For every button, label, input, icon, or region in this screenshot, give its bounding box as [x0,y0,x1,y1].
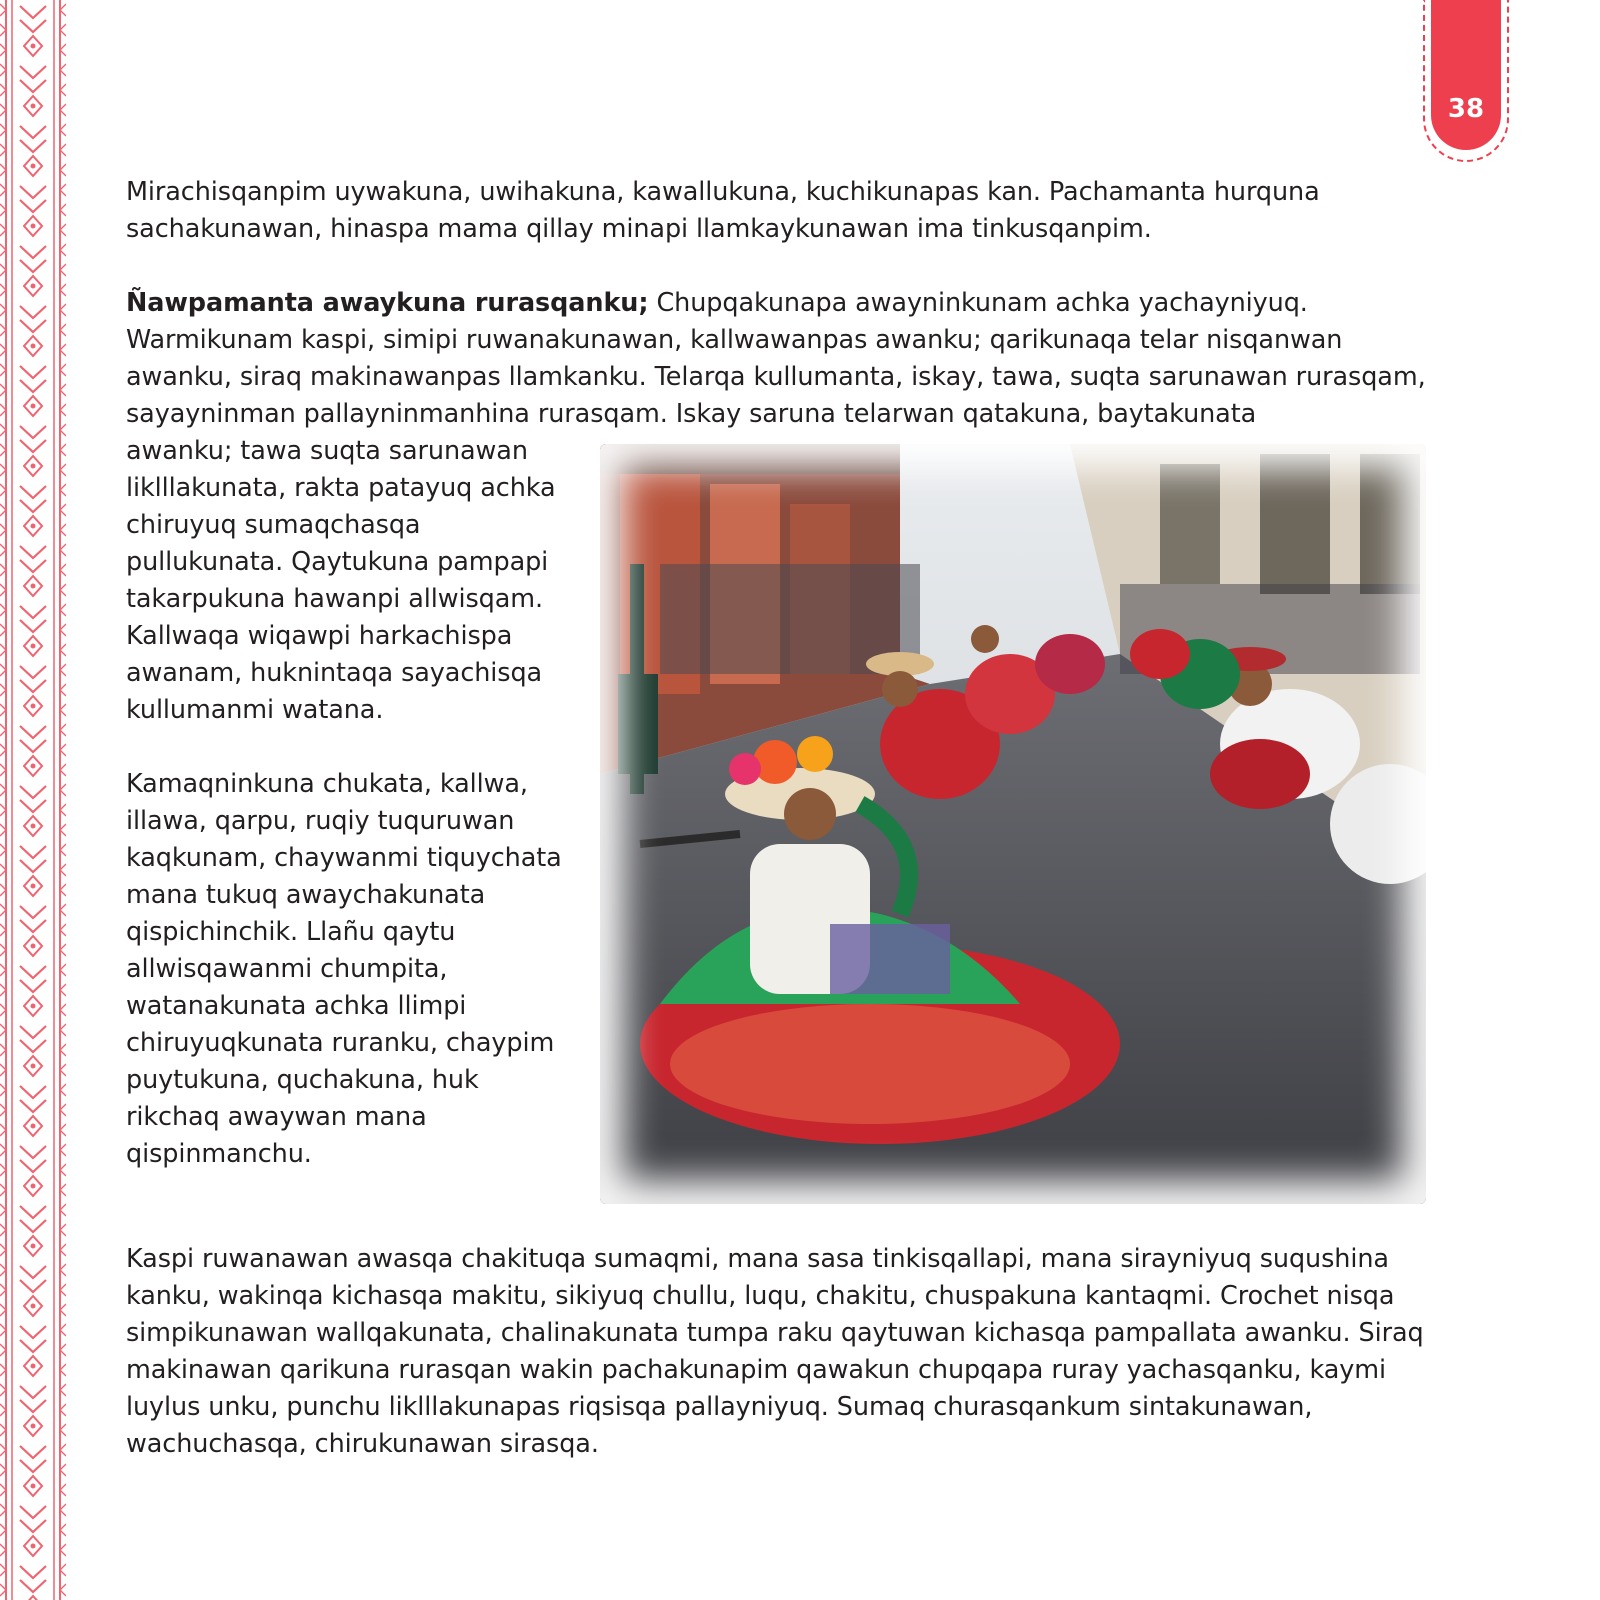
paragraph-3: Kamaqninkuna chukata, kallwa, illawa, qarpu, ruqiy tuquruwan kaqkunam, chaywanmi tiquychata mana tukuq awaychakunata qispichinchik. Llañu qaytu allwisqawanmi chumpita, watanakunata achka llimpi chiruyuqkunata ruranku, chaypim puytukuna, quchakuna, huk rikchaq awaywan mana qispinmanchu. [126,769,562,1169]
paragraph-1 [126,174,1436,248]
tab-fill [1431,0,1501,150]
dancers-street-image [600,444,1426,1204]
woven-pattern-icon [0,0,66,1600]
paragraph-2-body: Chupqakunapa awayninkunam achka yachayniyuq. Warmikunam kaspi, simipi ruwanakunawan, kallwawanpas awanku; qarikunaqa telar nisqanwan awanku, siraq makinawanpas llamkanku. Telarqa kullumanta, iskay, tawa, suqta sarunawan rurasqam, sayayninman pallayninmanhina rurasqam. Iskay saruna telarwan qatakuna, baytakunata [126,288,1426,429]
page-number-tab [1423,0,1509,162]
dancers-photo [600,444,1426,1204]
paragraph-2-heading: Ñawpamanta awaykuna rurasqanku; [126,288,649,318]
side-column [126,433,566,1173]
paragraph-2-continuation: awanku; tawa suqta sarunawan liklllakunata, rakta patayuq achka chiruyuq sumaqchasqa pullukunata. Qaytukuna pampapi takarpukuna hawanpi allwisqam. Kallwaqa wiqawpi harkachispa awanam, huknintaqa sayachisqa kullumanmi watana. [126,436,556,725]
paragraph-4 [126,1241,1436,1463]
paragraph-4-text: Kaspi ruwanawan awasqa chakituqa sumaqmi, mana sasa tinkisqallapi, mana sirayniyuq suqushina kanku, wakinqa kichasqa makitu, sikiyuq chullu, luqu, chakitu, chuspakuna kantaqmi. Crochet nisqa simpikunawan wallqakunata, chalinakunata tumpa raku qaytuwan kichasqa pampallata awanku. Siraq makinawan qarikuna rurasqan wakin pachakunapim qawakun chupqapa ruray yachasqanku, kaymi luylus unku, punchu liklllakunapas riqsisqa pallayniyuq. Sumaq churasqankum sintakunawan, wachuchasqa, chirukunawan sirasqa. [126,1244,1424,1459]
paragraph-1-text: Mirachisqanpim uywakuna, uwihakuna, kawallukuna, kuchikunapas kan. Pachamanta hurquna sachakunawan, hinaspa mama qillay minapi llamkaykunawan ima tinkusqanpim. [126,177,1320,244]
paragraph-2 [126,285,1436,433]
decorative-border [0,0,66,1600]
page-number: 38 [1447,94,1485,124]
